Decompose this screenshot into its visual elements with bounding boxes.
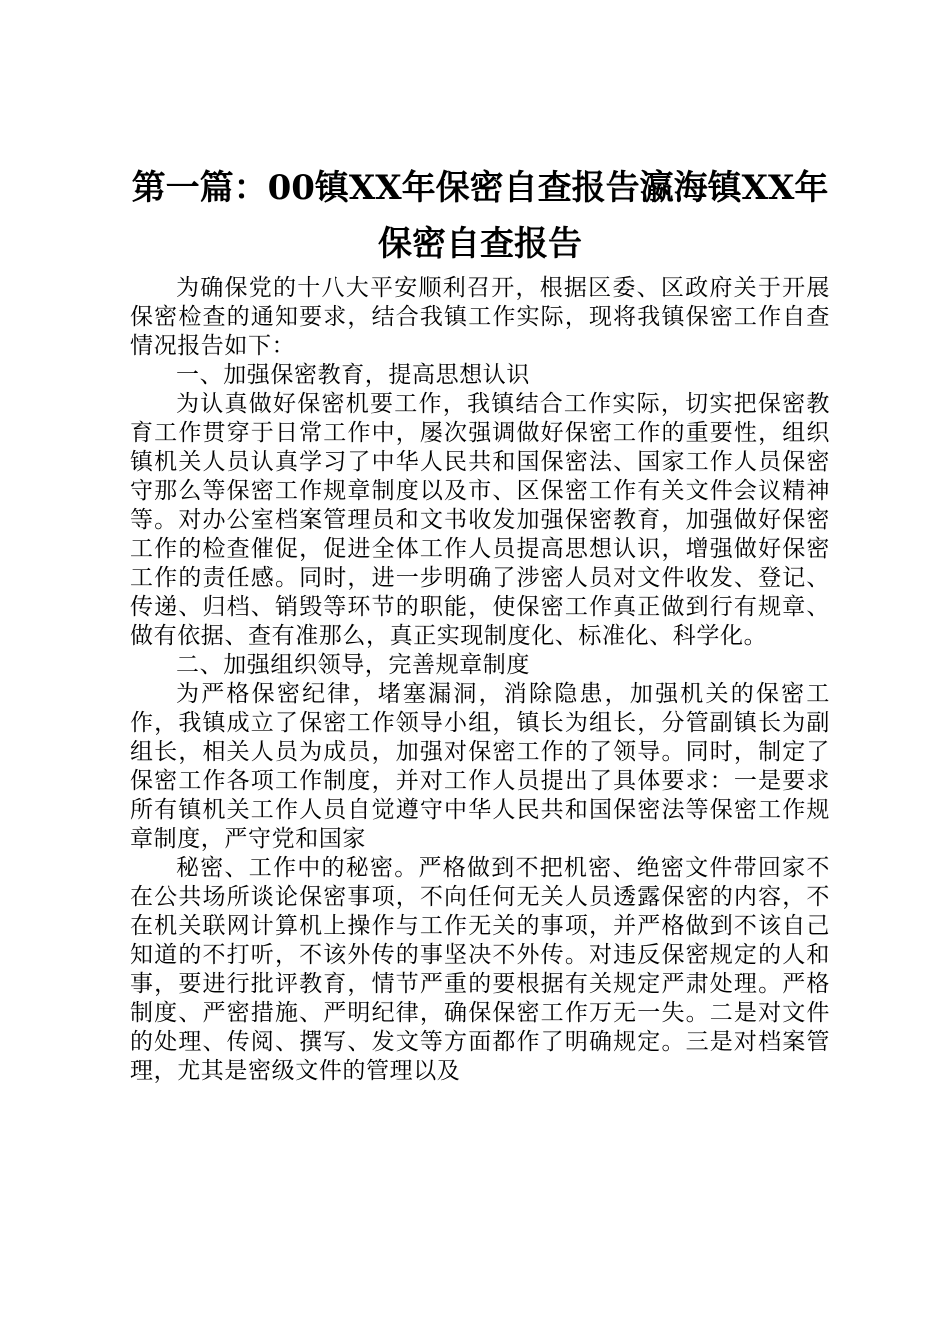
paragraph-secrets: 秘密、工作中的秘密。严格做到不把机密、绝密文件带回家不在公共场所谈论保密事项，不向任何无关人员透露保密的内容，不在机关联网计算机上操作与工作无关的事项，并严格做到不该自己知道的不打听，不该外传的事坚决不外传。对违反保密规定的人和事，要进行批评教育，情节严重的要根据有关规定严肃处理。严格制度、严密措施、严明纪律，确保保密工作万无一失。二是对文件的处理、传阅、撰写、发文等方面都作了明确规定。三是对档案管理，尤其是密级文件的管理以及 [130, 855, 830, 1084]
paragraph-intro: 为确保党的十八大平安顺利召开，根据区委、区政府关于开展保密检查的通知要求，结合我镇工作实际，现将我镇保密工作自查情况报告如下： [130, 275, 830, 359]
section-heading-2: 二、加强组织领导，完善规章制度 [176, 652, 530, 678]
paragraph-education: 为认真做好保密机要工作，我镇结合工作实际，切实把保密教育工作贯穿于日常工作中，屡次强调做好保密工作的重要性，组织镇机关人员认真学习了中华人民共和国保密法、国家工作人员保密守那么等保密工作规章制度以及市、区保密工作有关文件会议精神等。对办公室档案管理员和文书收发加强保密教育，加强做好保密工作的检查催促，促进全体工作人员提高思想认识，增强做好保密工作的责任感。同时，进一步明确了涉密人员对文件收发、登记、传递、归档、销毁等环节的职能，使保密工作真正做到行有规章、做有依据、查有准那么，真正实现制度化、标准化、科学化。 [130, 391, 830, 649]
paragraph-organization: 为严格保密纪律，堵塞漏洞，消除隐患，加强机关的保密工作，我镇成立了保密工作领导小组，镇长为组长，分管副镇长为副组长，相关人员为成员，加强对保密工作的了领导。同时，制定了保密工作各项工作制度，并对工作人员提出了具体要求：一是要求所有镇机关工作人员自觉遵守中华人民共和国保密法等保密工作规章制度，严守党和国家 [130, 681, 830, 852]
document-title: 第一篇：00镇XX年保密自查报告瀛海镇XX年保密自查报告 [131, 168, 829, 264]
document-body [130, 274, 830, 1086]
document-page [130, 160, 830, 1086]
section-heading-1: 一、加强保密教育，提高思想认识 [176, 362, 530, 388]
